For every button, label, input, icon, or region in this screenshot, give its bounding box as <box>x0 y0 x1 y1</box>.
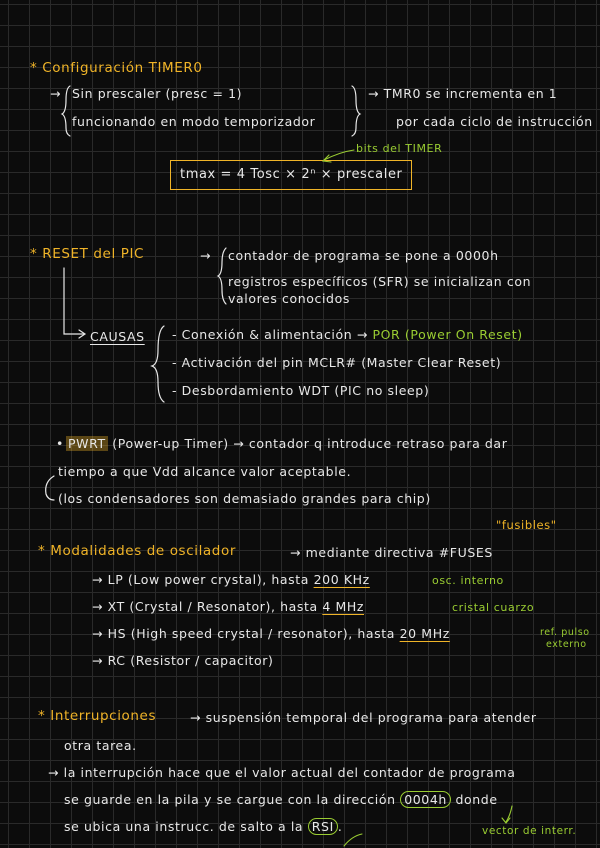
timer0-title: * Configuración TIMER0 <box>30 60 203 76</box>
osc-title-rest: → mediante directiva #FUSES <box>290 545 493 560</box>
osc-hs: → HS (High speed crystal / resonator), hasta 20 MHz <box>92 626 450 641</box>
osc-hs-note-1: ref. pulso <box>540 627 590 638</box>
reset-cause-2: - Activación del pin MCLR# (Master Clear Reset) <box>172 355 502 370</box>
timer0-arrow: → <box>50 86 62 101</box>
osc-xt-note: cristal cuarzo <box>452 601 535 614</box>
int-title: * Interrupciones <box>38 708 157 724</box>
timer0-result-2: por cada ciclo de instrucción <box>396 114 593 129</box>
int-vector-note: vector de interr. <box>482 825 577 837</box>
int-title-rest: → suspensión temporal del programa para atender <box>190 710 537 725</box>
timer0-item-prescaler: Sin prescaler (presc = 1) <box>72 86 243 101</box>
osc-lp: → LP (Low power crystal), hasta 200 KHz <box>92 572 370 587</box>
reset-line-1: contador de programa se pone a 0000h <box>228 248 499 263</box>
pwrt-label: PWRT <box>68 436 106 451</box>
causes-brace <box>152 326 164 402</box>
int-line-5: se ubica una instrucc. de salto a la RSI . <box>64 819 343 834</box>
bottom-stroke <box>344 834 362 846</box>
pwrt-line-3: (los condensadores son demasiado grandes para chip) <box>58 491 431 506</box>
reset-brace <box>218 248 226 304</box>
int-line-3: → la interrupción hace que el valor actual del contador de programa <box>48 765 516 780</box>
vector-arrowhead <box>502 818 510 823</box>
int-rsi: RSI <box>308 818 338 835</box>
reset-causes-label: CAUSAS <box>90 329 145 344</box>
osc-rc: → RC (Resistor / capacitor) <box>92 653 274 668</box>
pwrt-curve <box>46 476 54 500</box>
timer0-item-mode: funcionando en modo temporizador <box>72 114 316 129</box>
reset-cause-1: - Conexión & alimentación → POR (Power On Reset) <box>172 327 523 342</box>
timer0-bits-note: bits del TIMER <box>356 142 443 155</box>
pwrt-bullet: • <box>56 436 64 451</box>
osc-title: * Modalidades de oscilador <box>38 543 236 559</box>
int-line-2: otra tarea. <box>64 738 137 753</box>
int-line-4: se guarde en la pila y se cargue con la dirección 0004h donde <box>64 792 498 807</box>
osc-hs-note-2: externo <box>546 639 587 650</box>
osc-fusibles-note: "fusibles" <box>496 518 557 532</box>
reset-connector-line <box>64 268 84 334</box>
reset-line-2: registros específicos (SFR) se inicializan con <box>228 274 532 289</box>
timer0-formula: tmax = 4 Tosc × 2ⁿ × prescaler <box>180 167 403 182</box>
int-address: 0004h <box>400 791 451 808</box>
timer0-left-brace <box>62 86 70 136</box>
timer0-right-brace <box>352 86 360 136</box>
reset-line-3: valores conocidos <box>228 291 350 306</box>
pwrt-line-1: PWRT (Power-up Timer) → contador q introduce retraso para dar <box>68 436 508 451</box>
pwrt-line-2: tiempo a que Vdd alcance valor aceptable. <box>58 464 352 479</box>
reset-title: * RESET del PIC <box>30 246 145 262</box>
reset-arrow: → <box>200 248 212 263</box>
reset-cause-3: - Desbordamiento WDT (PIC no sleep) <box>172 383 430 398</box>
osc-xt: → XT (Crystal / Resonator), hasta 4 MHz <box>92 599 365 614</box>
timer0-result-1: → TMR0 se incrementa en 1 <box>368 86 558 101</box>
osc-lp-note: osc. interno <box>432 574 504 587</box>
